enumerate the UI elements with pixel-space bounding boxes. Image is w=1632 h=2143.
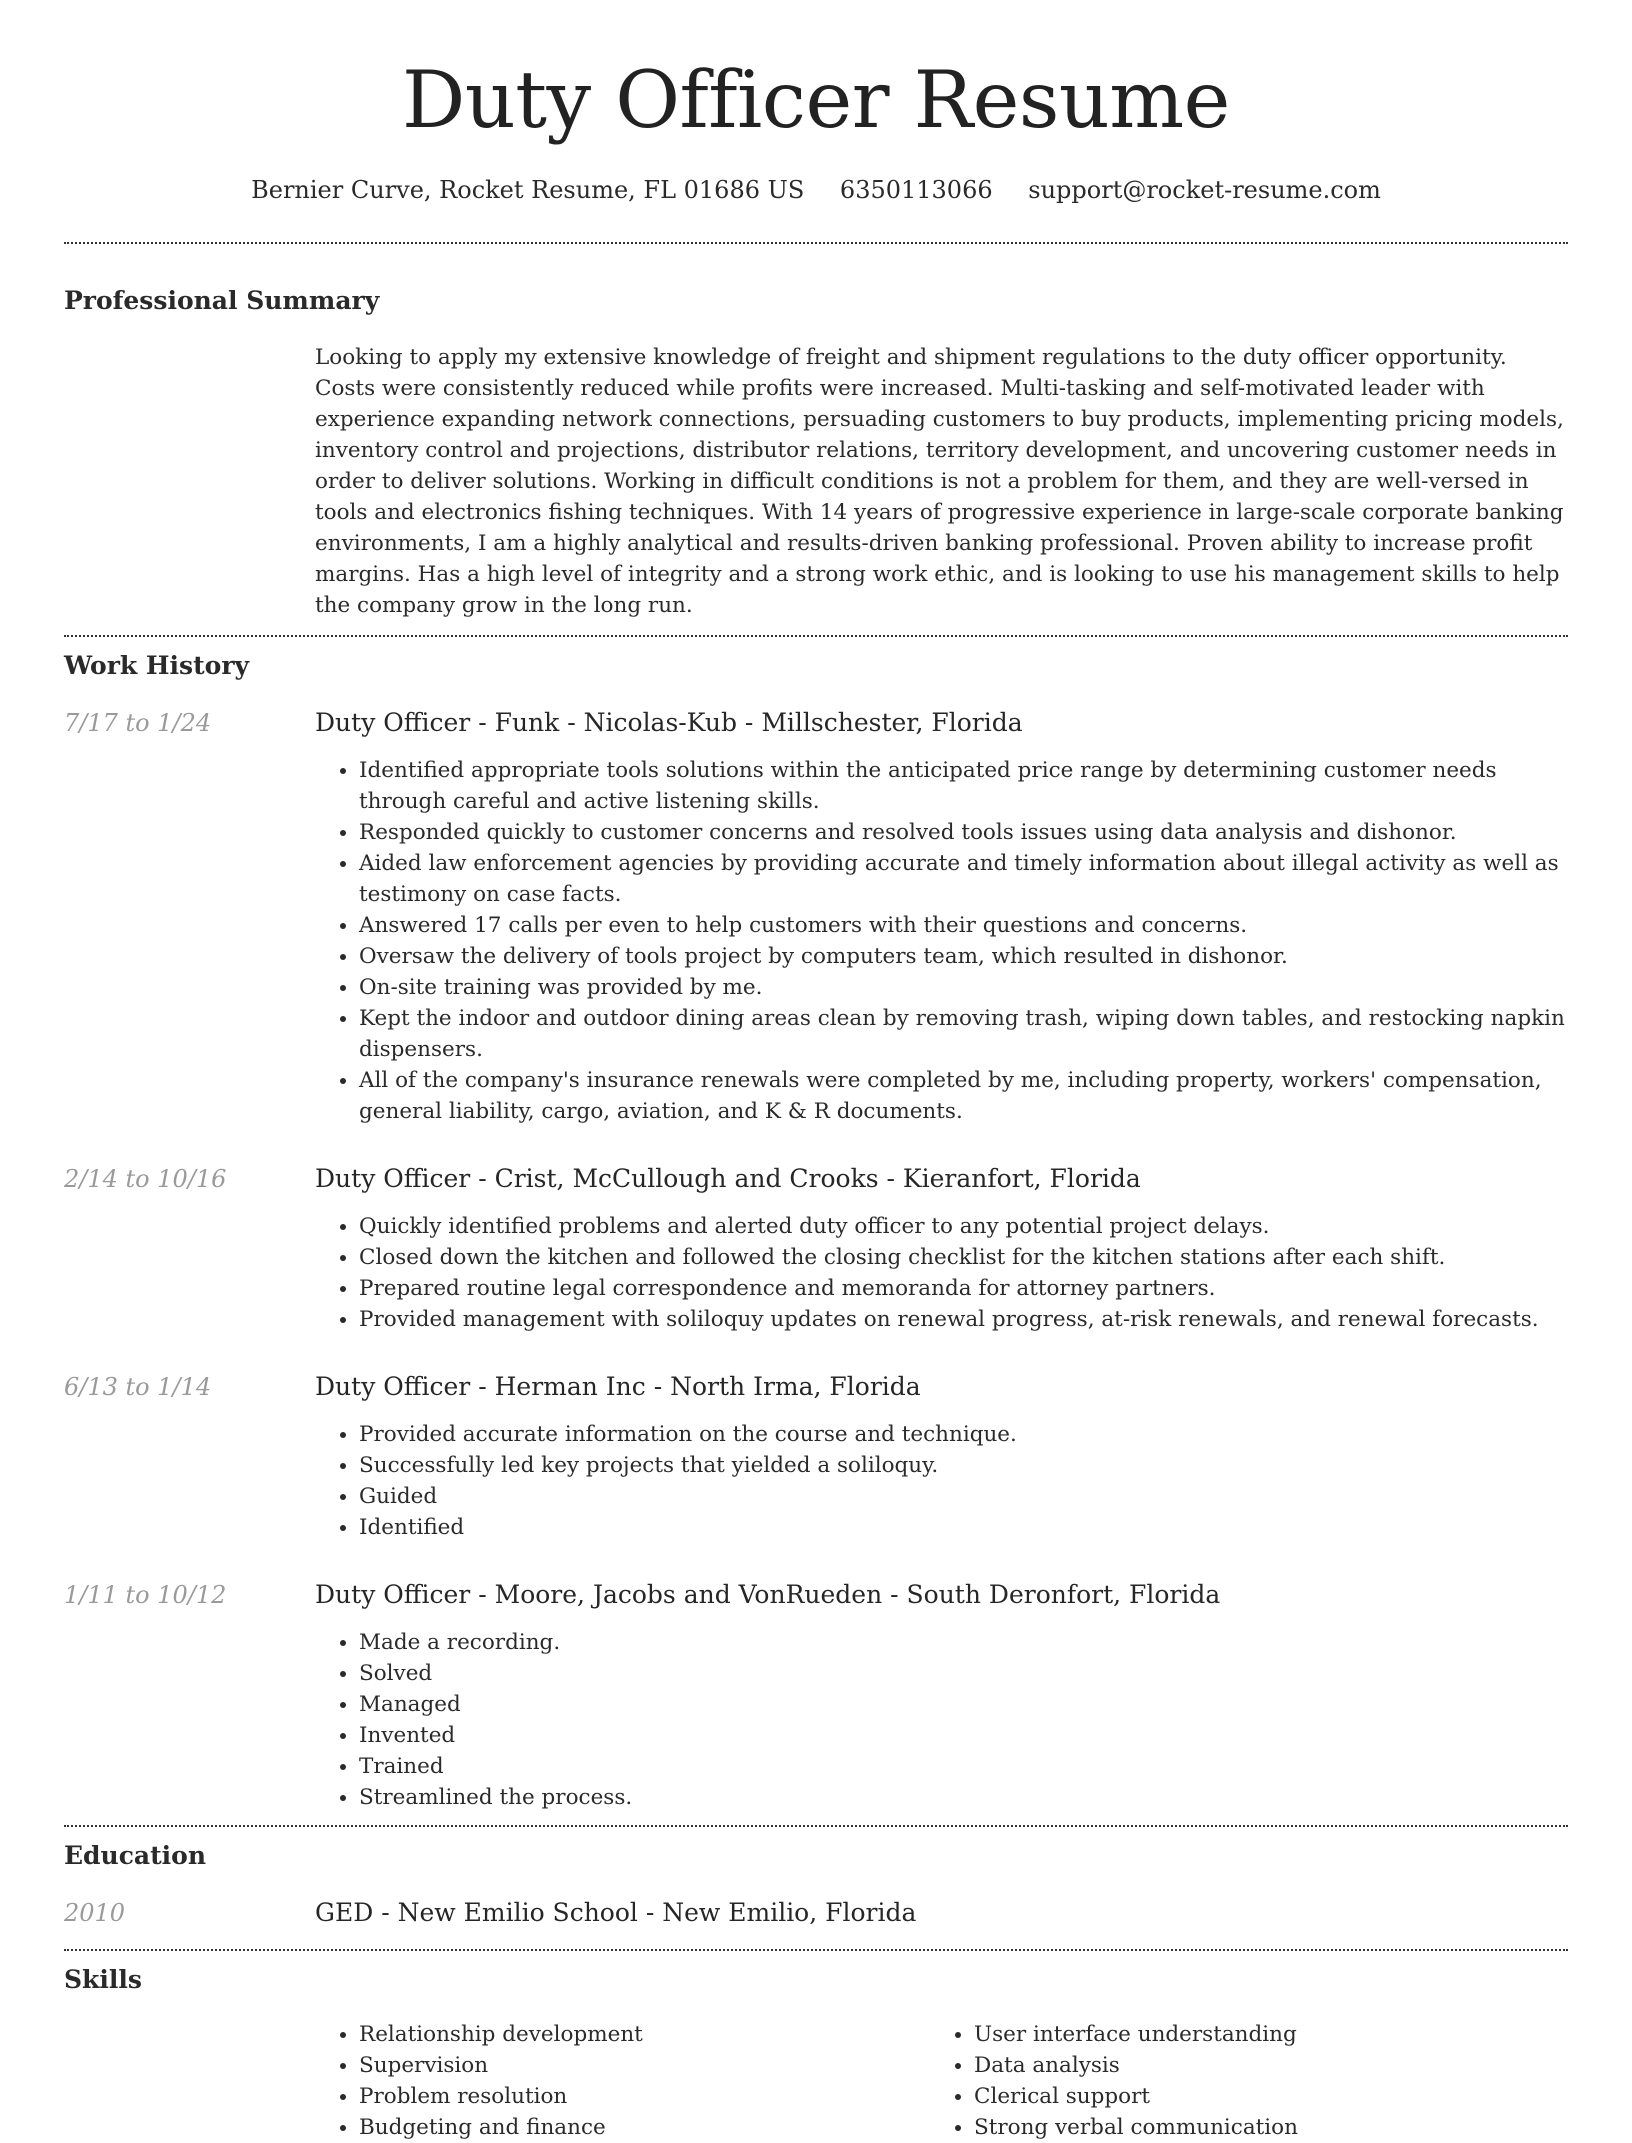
resume-page [64, 0, 1568, 2143]
contact-line [64, 174, 1568, 206]
job-bullets [315, 755, 1568, 1127]
skill-item: • Problem resolution [359, 2081, 930, 2112]
list-item: • Answered 17 calls per even to help customers with their questions and concerns. [359, 910, 1568, 941]
education-section [64, 1839, 1568, 1929]
list-item: • Guided [359, 1481, 1568, 1512]
divider [64, 635, 1568, 637]
list-item: • Streamlined the process. [359, 1782, 1568, 1813]
section-title-summary: Professional Summary [64, 286, 380, 315]
skills-column-left [315, 2019, 930, 2143]
list-item: • Provided management with soliloquy updates on renewal progress, at-risk renewals, and renewal forecasts. [359, 1304, 1568, 1335]
list-item: • Managed [359, 1689, 1568, 1720]
skill-item: • Data analysis [974, 2050, 1545, 2081]
education-degree: GED - New Emilio School - New Emilio, Florida [315, 1898, 917, 1927]
job-bullets [315, 1211, 1568, 1335]
list-item: • Invented [359, 1720, 1568, 1751]
skills-section [64, 1963, 1568, 2143]
job-title: Duty Officer - Herman Inc - North Irma, Florida [315, 1372, 921, 1401]
skill-item: • Relationship development [359, 2019, 930, 2050]
job-entry [64, 1579, 1568, 1813]
skill-item: • Supervision [359, 2050, 930, 2081]
email: support@rocket-resume.com [1028, 176, 1381, 204]
job-entry [64, 1163, 1568, 1335]
list-item: • Quickly identified problems and alerted duty officer to any potential project delays. [359, 1211, 1568, 1242]
skill-item: • User interface understanding [974, 2019, 1545, 2050]
skill-item: • Clerical support [974, 2081, 1545, 2112]
job-title: Duty Officer - Funk - Nicolas-Kub - Millschester, Florida [315, 708, 1023, 737]
divider [64, 1825, 1568, 1827]
education-date: 2010 [64, 1899, 126, 1927]
list-item: • Solved [359, 1658, 1568, 1689]
job-entry [64, 1371, 1568, 1543]
list-item: • Prepared routine legal correspondence and memoranda for attorney partners. [359, 1273, 1568, 1304]
address: Bernier Curve, Rocket Resume, FL 01686 US [251, 176, 805, 204]
skill-item: • Strong verbal communication [974, 2112, 1545, 2143]
job-title: Duty Officer - Crist, McCullough and Crooks - Kieranfort, Florida [315, 1164, 1141, 1193]
summary-text: Looking to apply my extensive knowledge of freight and shipment regulations to the duty officer opportunity. Costs were consistently reduced while profits were increased. Multi-tasking and self-motivated leader with experience expanding network connections, persuading customers to buy products, implementing pricing models, inventory control and projections, distributor relations, territory development, and uncovering customer needs in order to deliver solutions. Working in difficult conditions is not a problem for them, and they are well-versed in tools and electronics fishing techniques. With 14 years of progressive experience in large-scale corporate banking environments, I am a highly analytical and results-driven banking professional. Proven ability to increase profit margins. Has a high level of integrity and a strong work ethic, and is looking to use his management skills to help the company grow in the long run. [315, 345, 1564, 618]
list-item: • On-site training was provided by me. [359, 972, 1568, 1003]
list-item: • Closed down the kitchen and followed the closing checklist for the kitchen stations after each shift. [359, 1242, 1568, 1273]
divider [64, 1949, 1568, 1951]
job-bullets [315, 1419, 1568, 1543]
list-item: • Aided law enforcement agencies by providing accurate and timely information about illegal activity as well as testimony on case facts. [359, 848, 1568, 910]
summary-section [64, 284, 1568, 621]
list-item: • Identified appropriate tools solutions within the anticipated price range by determining customer needs through careful and active listening skills. [359, 755, 1568, 817]
list-item: • Oversaw the delivery of tools project by computers team, which resulted in dishonor. [359, 941, 1568, 972]
section-title-skills: Skills [64, 1965, 142, 1994]
job-date: 7/17 to 1/24 [64, 709, 212, 737]
list-item: • Successfully led key projects that yielded a soliloquy. [359, 1450, 1568, 1481]
education-entry [64, 1897, 1568, 1929]
list-item: • Responded quickly to customer concerns and resolved tools issues using data analysis and dishonor. [359, 817, 1568, 848]
section-title-work: Work History [64, 651, 250, 680]
job-date: 6/13 to 1/14 [64, 1373, 212, 1401]
list-item: • Identified [359, 1512, 1568, 1543]
job-title: Duty Officer - Moore, Jacobs and VonRueden - South Deronfort, Florida [315, 1580, 1221, 1609]
job-date: 1/11 to 10/12 [64, 1581, 227, 1609]
list-item: • Trained [359, 1751, 1568, 1782]
skills-column-right [930, 2019, 1545, 2143]
list-item: • Kept the indoor and outdoor dining areas clean by removing trash, wiping down tables, and restocking napkin dispensers. [359, 1003, 1568, 1065]
page-title: Duty Officer Resume [402, 54, 1230, 146]
divider [64, 242, 1568, 244]
list-item: • Made a recording. [359, 1627, 1568, 1658]
phone: 6350113066 [839, 176, 993, 204]
list-item: • Provided accurate information on the course and technique. [359, 1419, 1568, 1450]
job-bullets [315, 1627, 1568, 1813]
skill-item: • Budgeting and finance [359, 2112, 930, 2143]
job-entry [64, 707, 1568, 1127]
skills-grid [315, 2019, 1568, 2143]
job-date: 2/14 to 10/16 [64, 1165, 227, 1193]
work-history-section [64, 649, 1568, 1813]
list-item: • All of the company's insurance renewals were completed by me, including property, workers' compensation, general liability, cargo, aviation, and K & R documents. [359, 1065, 1568, 1127]
section-title-education: Education [64, 1841, 207, 1870]
